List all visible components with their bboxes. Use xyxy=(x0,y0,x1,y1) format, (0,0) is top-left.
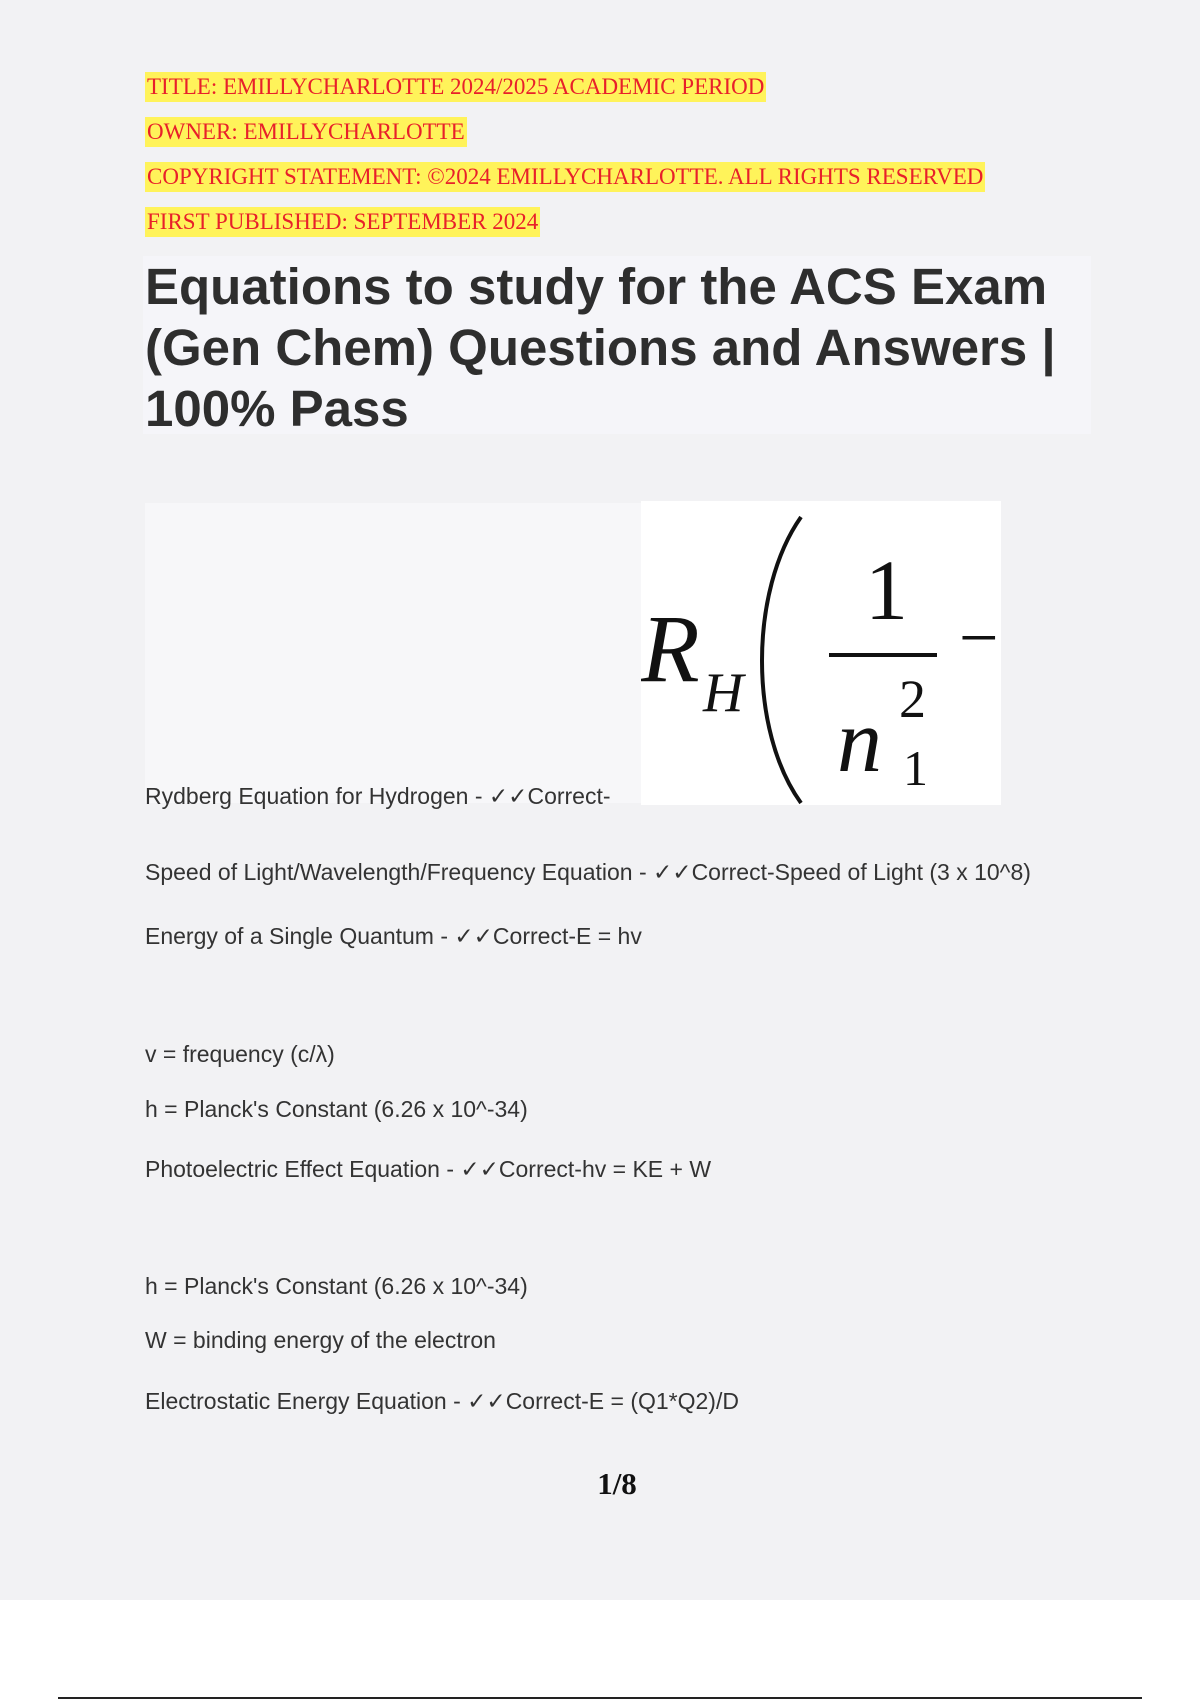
frequency-definition: v = frequency (c/λ) xyxy=(145,1041,335,1067)
binding-energy-definition: W = binding energy of the electron xyxy=(145,1327,496,1353)
bottom-divider xyxy=(58,1697,1142,1699)
formula-numerator: 1 xyxy=(865,542,908,638)
speed-of-light-entry: Speed of Light/Wavelength/Frequency Equation - ✓✓Correct-Speed of Light (3 x 10^8) xyxy=(145,859,1031,885)
planck-constant-definition: h = Planck's Constant (6.26 x 10^-34) xyxy=(145,1096,528,1122)
formula-subscript: H xyxy=(703,662,744,724)
title-meta-line: TITLE: EMILLYCHARLOTTE 2024/2025 ACADEMIC PERIOD xyxy=(145,72,766,102)
formula-denominator: n xyxy=(837,692,882,791)
document-title-box xyxy=(143,256,1091,437)
rydberg-formula-svg xyxy=(641,501,1001,805)
planck-constant-definition-2: h = Planck's Constant (6.26 x 10^-34) xyxy=(145,1273,528,1299)
formula-left-paren xyxy=(762,517,801,803)
page-number: 1/8 xyxy=(597,1466,637,1501)
photoelectric-entry: Photoelectric Effect Equation - ✓✓Correct-hv = KE + W xyxy=(145,1156,712,1182)
formula-den-subscript: 1 xyxy=(903,740,928,796)
formula-symbol: R xyxy=(641,595,700,702)
published-meta-line: FIRST PUBLISHED: SEPTEMBER 2024 xyxy=(145,207,540,237)
rydberg-entry xyxy=(145,501,1005,811)
electrostatic-entry: Electrostatic Energy Equation - ✓✓Correct-E = (Q1*Q2)/D xyxy=(145,1388,739,1414)
copyright-meta-line: COPYRIGHT STATEMENT: ©2024 EMILLYCHARLOTTE. ALL RIGHTS RESERVED xyxy=(145,162,985,192)
energy-quantum-entry: Energy of a Single Quantum - ✓✓Correct-E = hv xyxy=(145,923,642,949)
formula-den-superscript: 2 xyxy=(899,669,926,729)
rydberg-entry-background xyxy=(145,503,641,803)
rydberg-formula-image xyxy=(641,501,1001,805)
formula-operator: − xyxy=(959,600,999,677)
owner-meta-line: OWNER: EMILLYCHARLOTTE xyxy=(145,117,467,147)
rydberg-question: Rydberg Equation for Hydrogen - ✓✓Correct- xyxy=(145,783,611,809)
document-title: Equations to study for the ACS Exam (Gen Chem) Questions and Answers | 100% Pass xyxy=(145,258,1056,437)
